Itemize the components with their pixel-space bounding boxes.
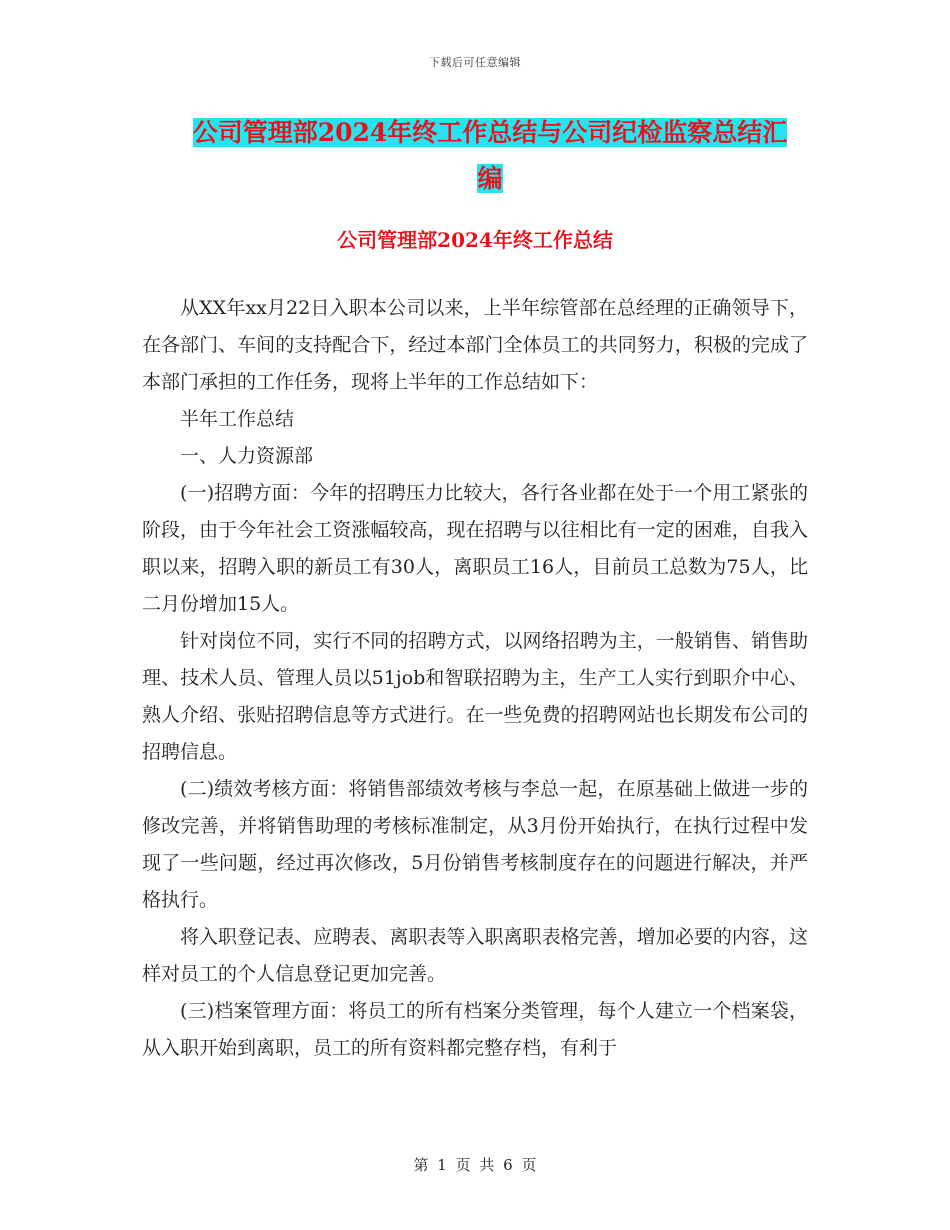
paragraph-forms: 将入职登记表、应聘表、离职表等入职离职表格完善，增加必要的内容，这样对员工的个人信息登记更加完善。 [142,926,808,985]
section-title: 公司管理部2024年终工作总结 [337,228,613,252]
document-title-line-2: 编 [477,164,503,193]
document-title [140,110,840,202]
paragraph-archives: (三)档案管理方面：将员工的所有档案分类管理，每个人建立一个档案袋，从入职开始到离职，员工的所有资料都完整存档，有利于 [142,1000,808,1059]
paragraph-performance: (二)绩效考核方面：将销售部绩效考核与李总一起，在原基础上做进一步的修改完善，并将销售助理的考核标准制定，从3月份开始执行，在执行过程中发现了一些问题，经过再次修改，5月份销售考核制度存在的问题进行解决，并严格执行。 [142,778,808,911]
paragraph-recruitment-methods: 针对岗位不同，实行不同的招聘方式，以网络招聘为主，一般销售、销售助理、技术人员、管理人员以51job和智联招聘为主，生产工人实行到职介中心、熟人介绍、张贴招聘信息等方式进行。在一些免费的招聘网站也长期发布公司的招聘信息。 [142,630,808,763]
heading-half-year-summary: 半年工作总结 [180,408,295,430]
paragraph-intro: 从XX年xx月22日入职本公司以来，上半年综管部在总经理的正确领导下，在各部门、车间的支持配合下，经过本部门全体员工的共同努力，积极的完成了本部门承担的工作任务，现将上半年的工作总结如下： [142,297,808,393]
body-content [142,290,808,1067]
header-note: 下载后可任意编辑 [429,56,521,69]
document-title-line-1: 公司管理部2024年终工作总结与公司纪检监察总结汇 [192,118,788,147]
heading-hr-department: 一、人力资源部 [180,445,314,467]
page-footer: 第 1 页 共 6 页 [413,1156,537,1174]
paragraph-recruitment: (一)招聘方面：今年的招聘压力比较大，各行各业都在处于一个用工紧张的阶段，由于今年社会工资涨幅较高，现在招聘与以往相比有一定的困难，自我入职以来，招聘入职的新员工有30人，离职员工16人，目前员工总数为75人，比二月份增加15人。 [142,482,808,615]
